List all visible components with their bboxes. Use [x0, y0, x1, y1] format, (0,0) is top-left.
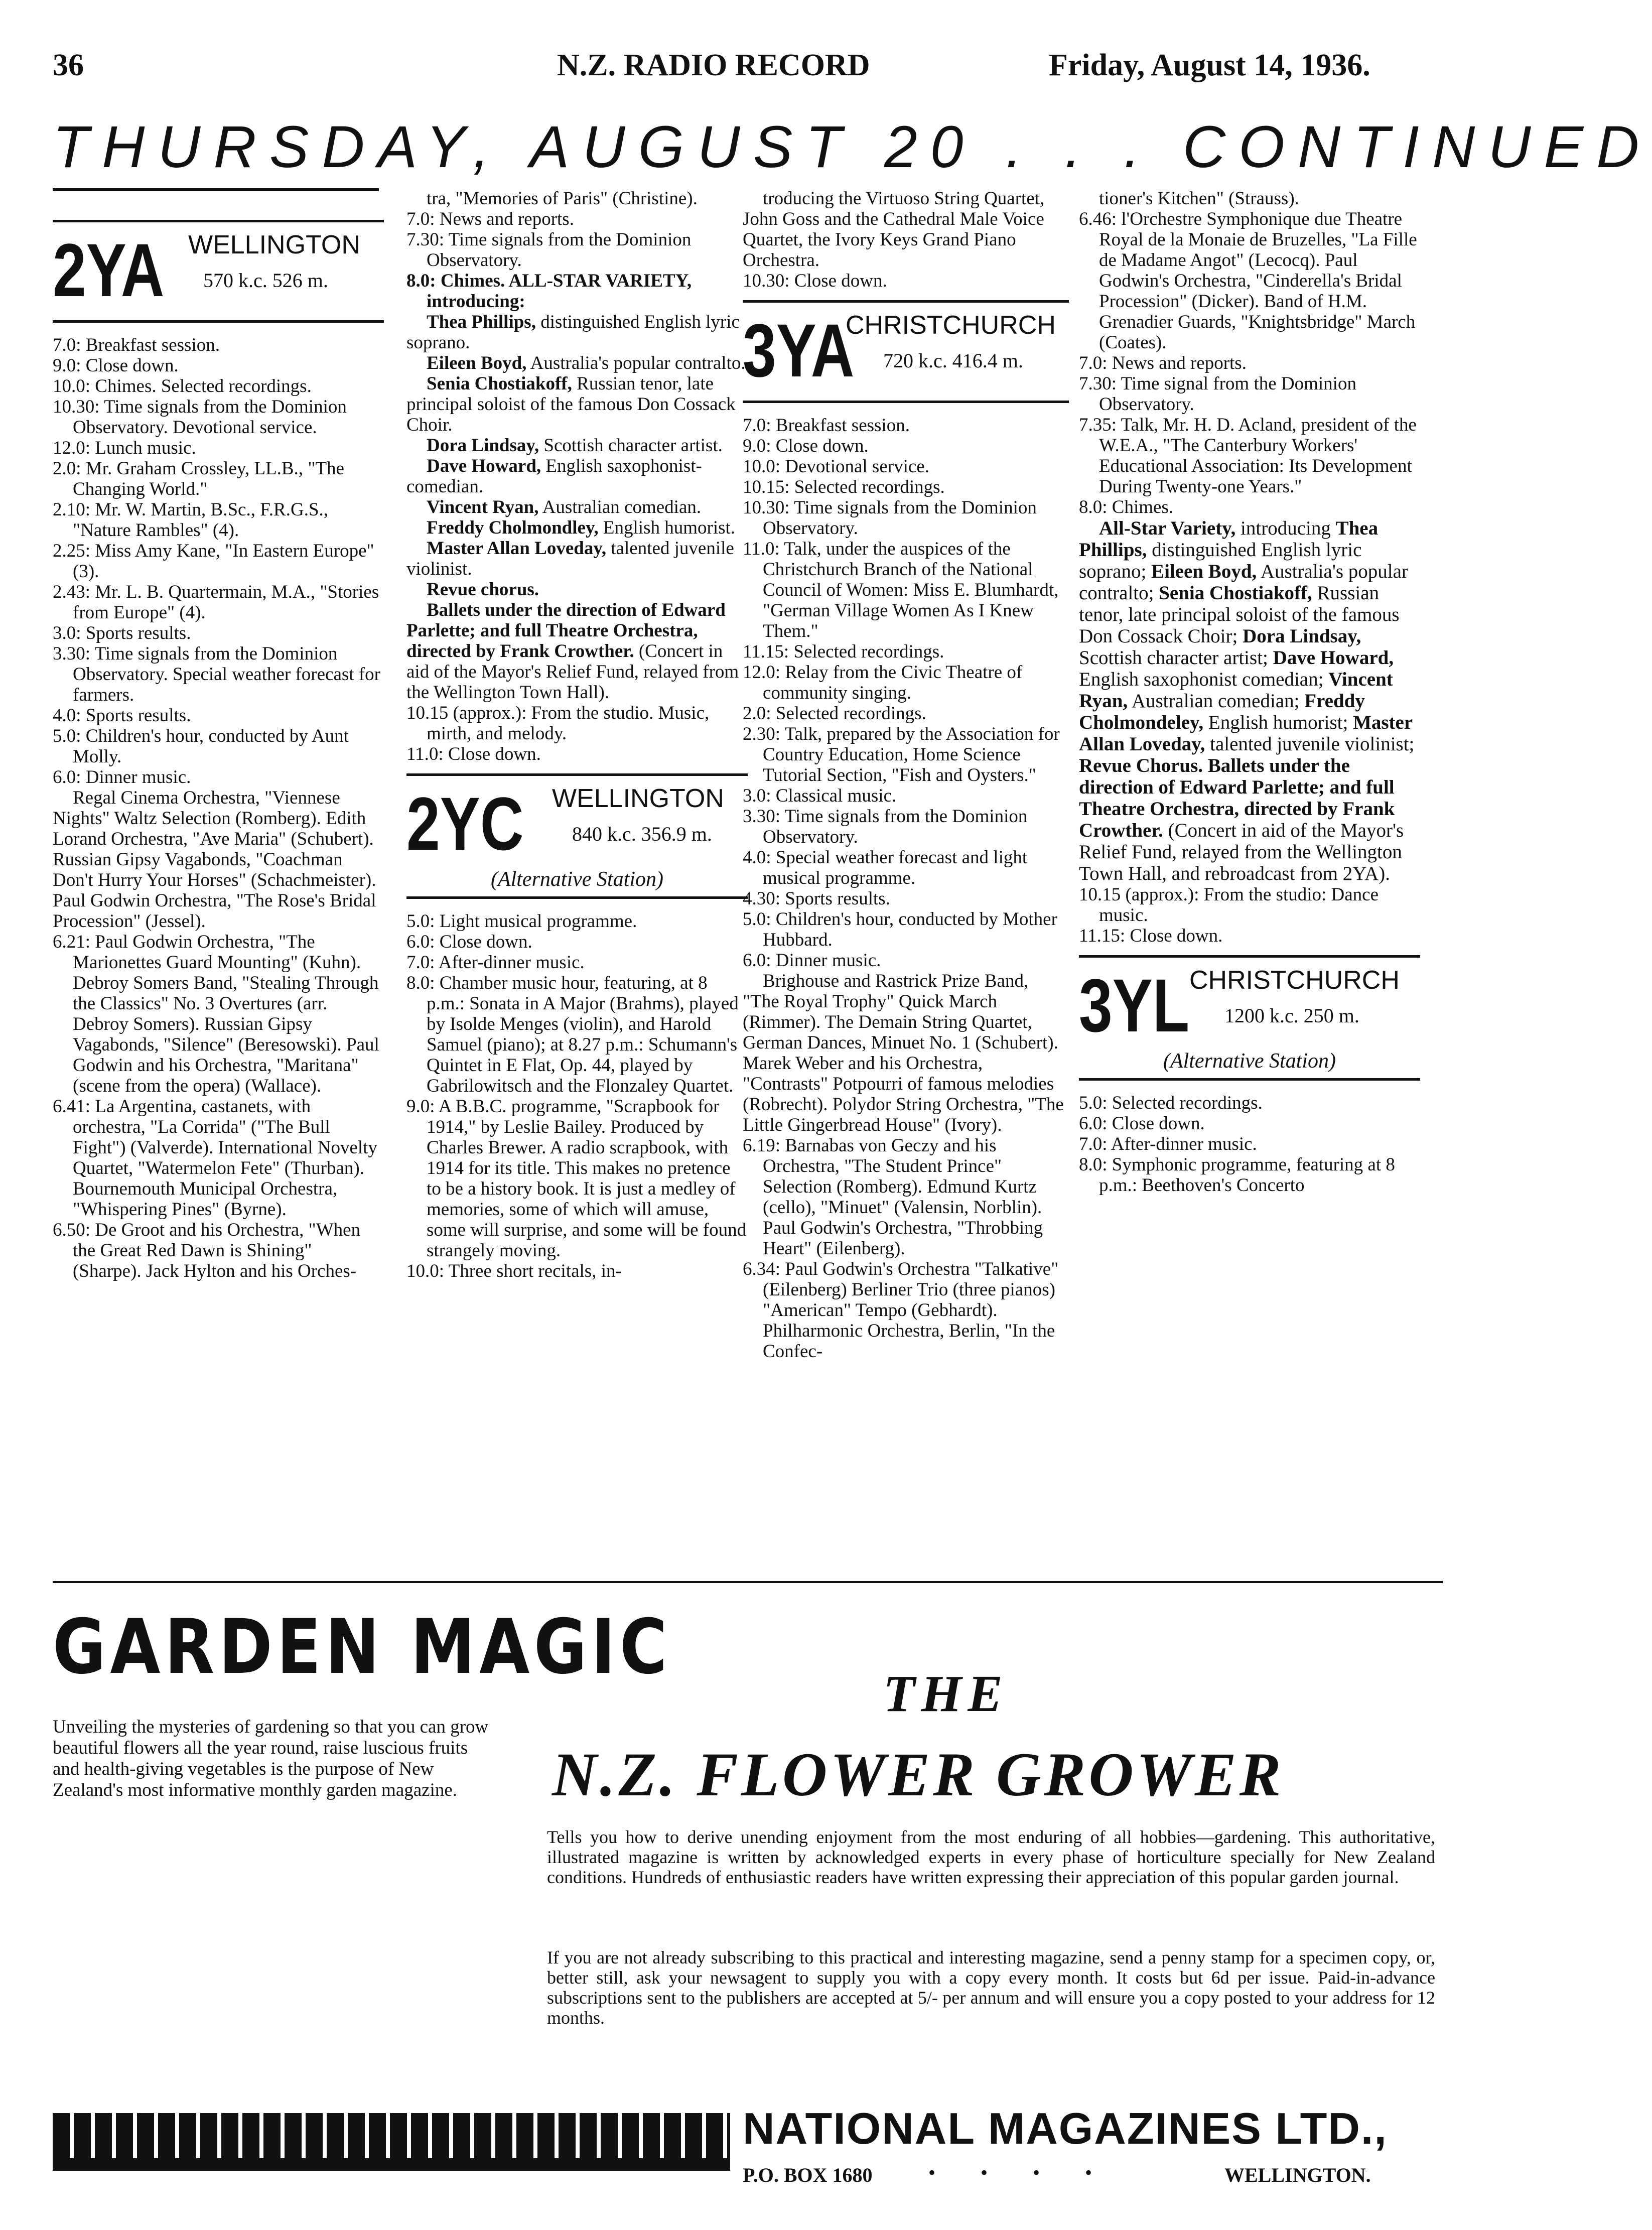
programme-list — [53, 335, 384, 788]
programme-entry: 6.0: Close down. — [1079, 1113, 1205, 1134]
programme-entry: 3.30: Time signals from the Dominion Observatory. — [743, 806, 1028, 847]
station-alt: (Alternative Station) — [490, 868, 664, 891]
programme-entry: 10.0: Chimes. Selected recordings. — [53, 376, 312, 397]
programme-entry: 7.0: News and reports. — [1079, 353, 1247, 373]
page-number: 36 — [53, 48, 84, 82]
artist-entry — [406, 538, 748, 579]
programme-entry: 7.0: Breakfast session. — [53, 335, 220, 355]
artist-name: Eileen Boyd, — [427, 353, 527, 373]
programme-entry: 9.0: Close down. — [53, 355, 179, 376]
variety-paragraph — [1079, 517, 1420, 884]
programme-entry: 7.30: Time signal from the Dominion Observatory. — [1079, 373, 1356, 415]
programme-list — [1079, 884, 1420, 946]
artist-desc: English humorist. — [598, 517, 736, 538]
programme-entry: 10.30: Close down. — [743, 271, 887, 291]
programme-entry: 3.30: Time signals from the Dominion Observatory. Special weather forecast for farmers. — [53, 643, 380, 705]
publisher-pobox: P.O. BOX 1680 — [743, 2164, 873, 2186]
variety-segment: (Concert in aid of the Mayor's Relief Fund, relayed from the Wellington Town Hall, and rebroadcast from 2YA). — [1079, 820, 1404, 884]
programme-entry: 2.0: Selected recordings. — [743, 703, 926, 724]
variety-segment: distinguished English lyric soprano; — [1079, 539, 1362, 582]
programme-entry: 9.0: A B.B.C. programme, "Scrapbook for 1914," by Leslie Bailey. Produced by Charles Brewer. A radio scrapbook, with 1914 for its title. This makes no pretence to be a history book. It is just a medley of memories, some of which will amuse, some will surprise, and some will be found strangely moving. — [406, 1096, 747, 1261]
artist-desc: Scottish character artist. — [539, 435, 723, 456]
flower-grower-title: N.Z. FLOWER GROWER — [552, 1740, 1284, 1809]
dinner-music: Regal Cinema Orchestra, "Viennese Nights" Waltz Selection (Romberg). Edith Lorand Orchestra, "Ave Maria" (Schubert). Russian Gipsy Vagabonds, "Coachman Don't Hurry Your Horses" (Schachmeister). Paul Godwin Orchestra, "The Rose's Bridal Procession" (Jessel). — [53, 788, 376, 932]
paper-title: N.Z. RADIO RECORD — [557, 48, 870, 82]
programme-entry: 4.0: Sports results. — [53, 705, 191, 726]
programme-entry: 12.0: Relay from the Civic Theatre of community singing. — [743, 662, 1023, 703]
programme-entry: 9.0: Close down. — [743, 436, 869, 456]
programme-entry: 8.0: Chamber music hour, featuring, at 8 p.m.: Sonata in A Major (Brahms), played by Isolde Menges (violin), and Harold Samuel (piano); at 8.27 p.m.: Schumann's Quintet in E Flat, Op. 44, played by Gabrilowitsch and the Flonzaley Quartet. — [406, 973, 739, 1096]
programme-list — [743, 415, 1069, 971]
programme-list — [406, 703, 748, 764]
variety-segment: talented juvenile violinist; — [1205, 733, 1415, 755]
artist-entry — [406, 579, 748, 600]
programme-entry: 5.0: Selected recordings. — [1079, 1093, 1263, 1113]
programme-list — [406, 911, 748, 1281]
artist-desc: Australia's popular contralto. — [526, 353, 746, 373]
ballets-bold: Ballets under the direction of Edward Parlette; and full Theatre Orchestra, directed by Frank Crowther. — [406, 600, 726, 662]
artist-name: Dave Howard, — [427, 456, 541, 476]
variety-segment: Senia Chostiakoff, — [1159, 582, 1312, 604]
artist-list — [406, 312, 748, 600]
station-frequency: 570 k.c. 526 m. — [203, 269, 328, 292]
variety-segment: Eileen Boyd, — [1151, 561, 1257, 582]
artist-desc: Russian tenor, late principal soloist of the famous Don Cossack Choir. — [406, 373, 736, 435]
station-call: 3YL — [1079, 963, 1190, 1047]
programme-entry: 2.30: Talk, prepared by the Association for Country Education, Home Science Tutorial Section, "Fish and Oysters." — [743, 724, 1060, 785]
variety-segment: Freddy Cholmondeley, — [1079, 690, 1365, 733]
station-alt: (Alternative Station) — [1163, 1050, 1336, 1073]
programme-entry: 10.30: Time signals from the Dominion Observatory. — [743, 497, 1037, 539]
variety-segment: Australian comedian; — [1128, 690, 1305, 712]
station-city: CHRISTCHURCH — [846, 311, 1056, 340]
issue-date: Friday, August 14, 1936. — [1049, 48, 1370, 82]
variety-segment: Russian tenor, late principal soloist of the famous Don Cossack Choir; — [1079, 582, 1400, 647]
station-call: 3YA — [743, 308, 855, 392]
artist-name: Dora Lindsay, — [427, 435, 539, 456]
programme-entry: 11.15: Close down. — [1079, 926, 1223, 946]
programme-list — [1079, 353, 1420, 517]
artist-desc: distinguished English lyric soprano. — [406, 312, 740, 353]
programme-entry: 6.21: Paul Godwin Orchestra, "The Marionettes Guard Mounting" (Kuhn). Debroy Somers Band, "Stealing Through the Classics" No. 3 Overtures (arr. Debroy Somers). Russian Gipsy Vagabonds, "Silence" (Beresowski). Paul Godwin and his Orchestra, "Maritana" (scene from the opera) (Wallace). — [53, 932, 379, 1096]
programme-entry: 11.0: Talk, under the auspices of the Christchurch Branch of the National Council of Women: Miss E. Blumhardt, "German Village Women As I Knew Them." — [743, 539, 1059, 641]
programme-entry: 6.41: La Argentina, castanets, with orchestra, "La Corrida" ("The Bull Fight") (Valverde). International Novelty Quartet, "Watermelon Fete" (Thurban). Bournemouth Municipal Orchestra, "Whispering Pines" (Byrne). — [53, 1096, 377, 1220]
programme-entry: 2.10: Mr. W. Martin, B.Sc., F.R.G.S., "Nature Rambles" (4). — [53, 499, 329, 541]
programme-entry: 6.19: Barnabas von Geczy and his Orchestra, "The Student Prince" Selection (Romberg). Edmund Kurtz (cello), "Minuet" (Valensin, Norblin). Paul Godwin's Orchestra, "Throbbing Heart" (Eilenberg). — [743, 1135, 1043, 1259]
programme-entry: 3.0: Sports results. — [53, 623, 191, 643]
ad-paragraph-1: Tells you how to derive unending enjoyment from the most enduring of all hobbies—gardening. This authoritative, illustrated magazine is written by acknowledged experts in every phase of horticulture specially for New Zealand conditions. Hundreds of enthusiastic readers have written expressing their appreciation of this popular garden journal. — [547, 1827, 1435, 1887]
publisher-name: NATIONAL MAGAZINES LTD., — [743, 2104, 1388, 2153]
programme-entry: tioner's Kitchen" (Strauss). — [1099, 188, 1299, 209]
programme-entry: 11.0: Close down. — [406, 744, 541, 764]
garden-magic-title: GARDEN MAGIC — [53, 1604, 672, 1691]
station-2ya — [53, 220, 384, 323]
separator-dots: • • • • — [928, 2161, 1113, 2184]
programme-entry: 7.0: After-dinner music. — [406, 952, 585, 973]
variety-segment: Scottish character artist; — [1079, 647, 1273, 669]
programme-list — [743, 1135, 1069, 1362]
programme-entry: 2.25: Miss Amy Kane, "In Eastern Europe" (3). — [53, 541, 374, 582]
programme-entry: 2.43: Mr. L. B. Quartermain, M.A., "Stories from Europe" (4). — [53, 582, 379, 623]
variety-segment: introducing — [1235, 517, 1336, 539]
programme-entry: 10.30: Time signals from the Dominion Observatory. Devotional service. — [53, 397, 347, 438]
artist-name: Senia Chostiakoff, — [427, 373, 572, 394]
programme-entry: 7.35: Talk, Mr. H. D. Acland, president of the W.E.A., "The Canterbury Workers' Educational Association: Its Development During Twenty-one Years." — [1079, 415, 1417, 497]
programme-entry: 10.15 (approx.): From the studio. Music, mirth, and melody. — [406, 703, 710, 744]
station-city: WELLINGTON — [188, 230, 360, 259]
programme-entry: 5.0: Children's hour, conducted by Mother Hubbard. — [743, 909, 1057, 950]
artist-name: Thea Phillips, — [427, 312, 536, 332]
programme-entry: 8.0: Symphonic programme, featuring at 8 p.m.: Beethoven's Concerto — [1079, 1154, 1395, 1196]
column-1 — [53, 211, 384, 1281]
programme-entry: 10.0: Three short recitals, in- — [406, 1261, 622, 1281]
artist-entry — [406, 353, 748, 373]
programme-entry: 4.0: Special weather forecast and light musical programme. — [743, 847, 1028, 888]
programme-entry: 7.30: Time signals from the Dominion Observatory. — [406, 229, 692, 271]
programme-entry: troducing the Virtuoso String Quartet, John Goss and the Cathedral Male Voice Quartet, the Ivory Keys Grand Piano Orchestra. — [743, 188, 1045, 271]
variety-segment: English saxophonist comedian; — [1079, 669, 1329, 690]
artist-desc: English saxophonist-comedian. — [406, 456, 702, 497]
programme-list — [406, 209, 748, 271]
artist-name: Freddy Cholmondley, — [427, 517, 599, 538]
ad-divider — [53, 1581, 1443, 1583]
station-frequency: 840 k.c. 356.9 m. — [572, 823, 712, 845]
programme-entry: 4.30: Sports results. — [743, 888, 890, 909]
programme-entry: 6.0: Dinner music. — [743, 950, 881, 971]
programme-entry: 7.0: Breakfast session. — [743, 415, 910, 436]
station-2yc — [406, 773, 748, 899]
programme-entry: 8.0: Chimes. — [1079, 497, 1174, 517]
artist-desc: talented juvenile violinist. — [406, 538, 734, 579]
station-3yl — [1079, 955, 1420, 1081]
programme-entry: tra, "Memories of Paris" (Christine). — [427, 188, 698, 209]
station-call: 2YA — [53, 228, 165, 312]
station-frequency: 1200 k.c. 250 m. — [1224, 1004, 1359, 1027]
ballets-note — [406, 600, 748, 703]
programme-entry: 7.0: After-dinner music. — [1079, 1134, 1257, 1154]
artist-entry — [406, 517, 748, 538]
station-city: WELLINGTON — [552, 784, 724, 813]
variety-segment: Dora Lindsay, — [1243, 625, 1361, 647]
artist-desc: Australian comedian. — [538, 497, 702, 517]
station-call: 2YC — [406, 781, 524, 866]
variety-segment: English humorist; — [1203, 712, 1353, 733]
artist-entry — [406, 312, 748, 353]
programme-list — [1079, 1093, 1420, 1196]
variety-segment: Revue Chorus. Ballets under the direction of Edward Parlette; and full Theatre Orchestra, directed by Frank Crowther. — [1079, 755, 1395, 841]
programme-entry: 6.46: l'Orchestre Symphonique due Theatre Royal de la Monaie de Bruzelles, "La Fille de Madame Angot" (Lecocq). Paul Godwin's Orchestra, "Cinderella's Bridal Procession" (Dicker). Band of H.M. Grenadier Guards, "Knightsbridge" March (Coates). — [1079, 209, 1417, 353]
variety-segment: Master Allan Loveday, — [1079, 712, 1413, 755]
artist-name: Vincent Ryan, — [427, 497, 539, 517]
artist-name: Revue chorus. — [427, 579, 539, 600]
programme-entry: 3.0: Classical music. — [743, 785, 897, 806]
ad-paragraph-2: If you are not already subscribing to this practical and interesting magazine, send a penny stamp for a specimen copy, or, better still, ask your newsagent to supply you with a copy every month. It costs but 6d per issue. Paid-in-advance subscriptions sent to the publishers are accepted at 5/- per annum and will ensure you a copy posted to your address for 12 months. — [547, 1947, 1435, 2028]
programme-entry: 2.0: Mr. Graham Crossley, LL.B., "The Changing World." — [53, 458, 344, 499]
programme-entry: 6.0: Dinner music. — [53, 767, 191, 788]
programme-entry: 12.0: Lunch music. — [53, 438, 196, 458]
column-3 — [743, 188, 1069, 1362]
column-4 — [1079, 188, 1420, 1196]
artist-entry — [406, 373, 748, 435]
decorative-bar — [53, 2158, 730, 2171]
station-city: CHRISTCHURCH — [1189, 966, 1400, 995]
programme-entry: 7.0: News and reports. — [406, 209, 574, 229]
programme-entry: 6.50: De Groot and his Orchestra, "When the Great Red Dawn is Shining" (Sharpe). Jack Hylton and his Orches- — [53, 1220, 361, 1281]
ad-the: THE — [883, 1665, 1009, 1723]
station-3ya — [743, 300, 1069, 403]
programme-list — [53, 932, 384, 1281]
programme-entry: 10.0: Devotional service. — [743, 456, 929, 477]
programme-entry: 5.0: Light musical programme. — [406, 911, 637, 932]
variety-heading: 8.0: Chimes. ALL-STAR VARIETY, introducing: — [406, 271, 692, 312]
day-title: THURSDAY, AUGUST 20 . . . CONTINUED — [53, 114, 1652, 180]
variety-segment: Dave Howard, — [1273, 647, 1394, 669]
programme-entry: 10.15: Selected recordings. — [743, 477, 945, 497]
programme-entry: 6.0: Close down. — [406, 932, 532, 952]
ballets-rest: (Concert in aid of the Mayor's Relief Fund, relayed from the Wellington Town Hall). — [406, 641, 739, 703]
artist-entry — [406, 456, 748, 497]
column-2 — [406, 188, 748, 1281]
publisher-city: WELLINGTON. — [1224, 2164, 1371, 2186]
variety-segment: All-Star Variety, — [1099, 517, 1236, 539]
artist-entry — [406, 497, 748, 517]
title-rule — [53, 188, 379, 191]
artist-entry — [406, 435, 748, 456]
programme-entry: 11.15: Selected recordings. — [743, 641, 944, 662]
variety-segment: Thea Phillips, — [1079, 517, 1379, 561]
variety-segment: Australia's popular contralto; — [1079, 561, 1408, 604]
artist-name: Master Allan Loveday, — [427, 538, 607, 559]
dinner-music: Brighouse and Rastrick Prize Band, "The Royal Trophy" Quick March (Rimmer). The Demain String Quartet, German Dances, Minuet No. 1 (Schubert). Marek Weber and his Orchestra, "Contrasts" Potpourri of famous melodies (Robrecht). Polydor String Orchestra, "The Little Gingerbread House" (Ivory). — [743, 971, 1064, 1135]
programme-entry: 5.0: Children's hour, conducted by Aunt Molly. — [53, 726, 349, 767]
variety-segment: Vincent Ryan, — [1079, 669, 1393, 712]
garden-magic-text: Unveiling the mysteries of gardening so that you can grow beautiful flowers all the year round, raise luscious fruits and health-giving vegetables is the purpose of New Zealand's most informative monthly garden magazine. — [53, 1717, 489, 1800]
programme-entry: 10.15 (approx.): From the studio: Dance music. — [1079, 884, 1379, 926]
programme-entry: 6.34: Paul Godwin's Orchestra "Talkative" (Eilenberg) Berliner Trio (three pianos) "American" Tempo (Gebhardt). Philharmonic Orchestra, Berlin, "In the Confec- — [743, 1259, 1059, 1362]
station-frequency: 720 k.c. 416.4 m. — [883, 349, 1023, 372]
